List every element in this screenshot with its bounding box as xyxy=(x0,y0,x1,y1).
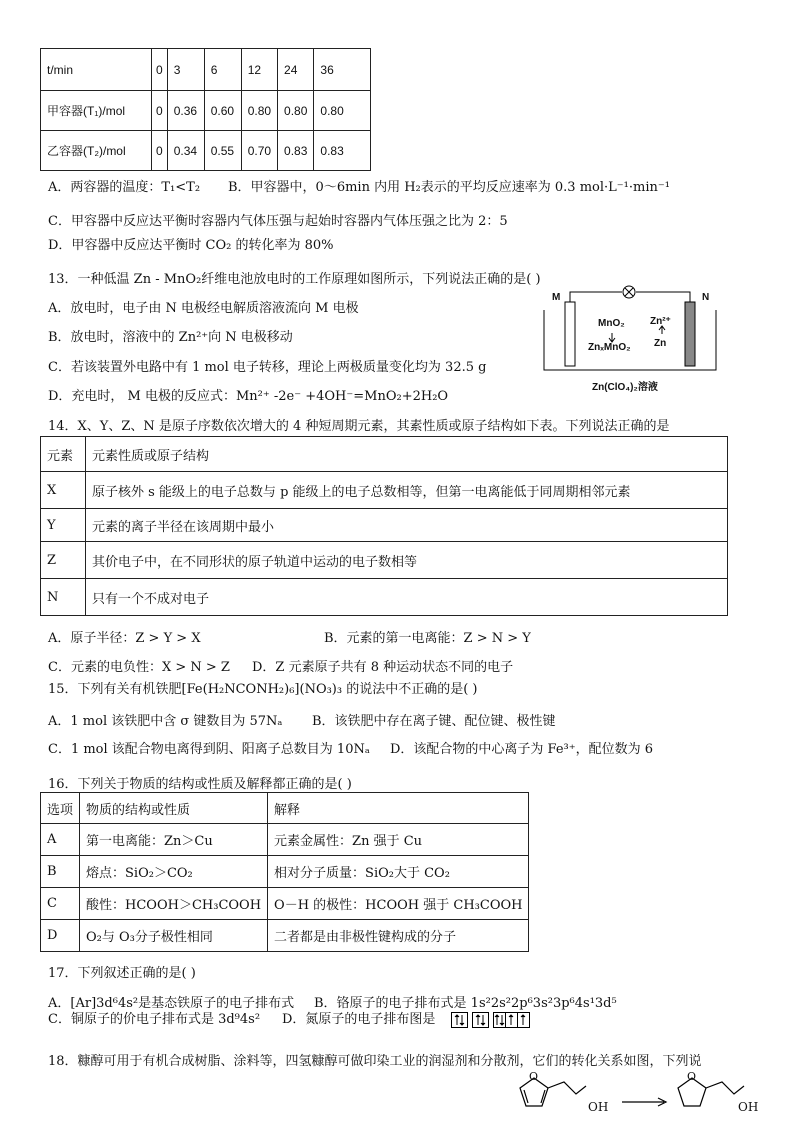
battery-diagram xyxy=(540,284,720,404)
q14-option-b: B．元素的第一电离能：Z > N > Y xyxy=(324,631,531,646)
q12-option-d: D．甲容器中反应达平衡时 CO₂ 的转化率为 80% xyxy=(48,238,334,253)
table-cell: 0.34 xyxy=(167,131,204,171)
table-cell: 0.83 xyxy=(278,131,314,171)
table-cell: 只有一个不成对电子 xyxy=(86,579,728,616)
q13-option-a: A．放电时，电子由 N 电极经电解质溶液流向 M 电极 xyxy=(48,301,359,316)
table-header-cell: 选项 xyxy=(41,793,80,824)
table-cell: 乙容器(T₂)/mol xyxy=(41,131,152,171)
table-cell: 0.70 xyxy=(241,131,277,171)
q15-stem: 15．下列有关有机铁肥[Fe(H₂NCONH₂)₆](NO₃)₃ 的说法中不正确的是( ) xyxy=(48,682,478,697)
table-header-cell: 元素性质或原子结构 xyxy=(86,437,728,472)
table-header-cell: 解释 xyxy=(268,793,529,824)
q17-option-d: D．氮原子的电子排布图是 xyxy=(282,1012,436,1027)
table-cell: D xyxy=(41,920,80,952)
q13-option-b: B．放电时，溶液中的 Zn²⁺向 N 电极移动 xyxy=(48,330,293,345)
furan-oxygen-label: O xyxy=(529,1070,539,1083)
q17-option-a: A．[Ar]3d⁶4s²是基态铁原子的电子排布式 xyxy=(48,996,295,1011)
orbital-diagram xyxy=(451,1012,531,1032)
table-cell: 熔点：SiO₂＞CO₂ xyxy=(80,856,268,888)
q13-option-d: D．充电时， M 电极的反应式：Mn²⁺ -2e⁻ +4OH⁻=MnO₂+2H₂O xyxy=(48,389,449,404)
table-cell: 相对分子质量：SiO₂大于 CO₂ xyxy=(268,856,529,888)
q15-option-a: A．1 mol 该铁肥中含 σ 键数目为 57Nₐ xyxy=(48,714,283,729)
q13-option-c: C．若该装置外电路中有 1 mol 电子转移，理论上两极质量变化均为 32.5 g xyxy=(48,360,487,375)
table-header-cell: 24 xyxy=(278,49,314,91)
table-cell: Y xyxy=(41,509,86,542)
electrode-n xyxy=(685,302,695,366)
tetrahydrofurfuryl-alcohol-structure xyxy=(672,1070,772,1122)
q14-stem: 14．X、Y、Z、N 是原子序数依次增大的 4 种短周期元素，其素性质或原子结构如下表。下列说法正确的是 xyxy=(48,419,670,434)
table-header-cell: 12 xyxy=(241,49,277,91)
table-cell: 0.36 xyxy=(167,91,204,131)
label-n: N xyxy=(702,292,710,303)
q17-option-c: C．铜原子的价电子排布式是 3d⁹4s² xyxy=(48,1012,261,1027)
q17-option-b: B．铬原子的电子排布式是 1s²2s²2p⁶3s²3p⁶4s¹3d⁵ xyxy=(314,996,617,1011)
table-cell: 原子核外 s 能级上的电子总数与 p 能级上的电子总数相等，但第一电离能低于同周期相邻元素 xyxy=(86,472,728,509)
label-m: M xyxy=(552,292,561,303)
q15-option-b: B．该铁肥中存在离子键、配位键、极性键 xyxy=(312,714,556,729)
table-header-cell: t/min xyxy=(41,49,152,91)
orbital-boxes-svg xyxy=(451,1012,531,1028)
table-cell: 酸性：HCOOH＞CH₃COOH xyxy=(80,888,268,920)
table-header-cell: 0 xyxy=(152,49,168,91)
table-cell: 0.60 xyxy=(204,91,241,131)
table-cell: O－H 的极性：HCOOH 强于 CH₃COOH xyxy=(268,888,529,920)
q18-stem: 18．糠醇可用于有机合成树脂、涂料等，四氢糠醇可做印染工业的润湿剂和分散剂，它们的转化关系如图，下列说 xyxy=(48,1054,702,1069)
q17-stem: 17．下列叙述正确的是( ) xyxy=(48,966,196,981)
electrode-m xyxy=(565,302,575,366)
table-header-cell: 物质的结构或性质 xyxy=(80,793,268,824)
table-cell: 0 xyxy=(152,91,168,131)
label-znxmno2: ZnₓMnO₂ xyxy=(588,342,631,353)
table-cell: B xyxy=(41,856,80,888)
table-cell: 0 xyxy=(152,131,168,171)
label-zn2plus: Zn²⁺ xyxy=(650,316,671,327)
table-cell: 其价电子中，在不同形状的原子轨道中运动的电子数相等 xyxy=(86,542,728,579)
reaction-arrow xyxy=(622,1096,668,1111)
data-table-1 xyxy=(40,48,371,171)
q13-stem: 13．一种低温 Zn - MnO₂纤维电池放电时的工作原理如图所示，下列说法正确的是( ) xyxy=(48,272,541,287)
table-header-cell: 元素 xyxy=(41,437,86,472)
label-zn: Zn xyxy=(654,338,667,349)
q12-option-b: B．甲容器中，0～6min 内用 H₂表示的平均反应速率为 0.3 mol·L⁻¹·min⁻¹ xyxy=(228,180,670,195)
furfuryl-alcohol-structure xyxy=(514,1070,614,1122)
oh-label-1: OH xyxy=(588,1100,609,1114)
table-cell: 0.55 xyxy=(204,131,241,171)
table-header-cell: 3 xyxy=(167,49,204,91)
q16-table xyxy=(40,792,529,952)
q12-option-c: C．甲容器中反应达平衡时容器内气体压强与起始时容器内气体压强之比为 2：5 xyxy=(48,214,508,229)
table-cell: A xyxy=(41,824,80,856)
q14-option-c: C．元素的电负性：X > N > Z xyxy=(48,660,230,675)
q14-option-a: A．原子半径：Z > Y > X xyxy=(48,631,201,646)
table-cell: 0.80 xyxy=(278,91,314,131)
q14-table xyxy=(40,436,728,616)
table-cell: 第一电离能：Zn＞Cu xyxy=(80,824,268,856)
thf-oxygen-label: O xyxy=(687,1070,697,1083)
table-cell: O₂与 O₃分子极性相同 xyxy=(80,920,268,952)
orbital-box-2s xyxy=(473,1013,489,1028)
table-cell: 二者都是由非极性键构成的分子 xyxy=(268,920,529,952)
orbital-box-1s xyxy=(452,1013,468,1028)
table-cell: Z xyxy=(41,542,86,579)
table-cell: 元素金属性：Zn 强于 Cu xyxy=(268,824,529,856)
table-cell: 0.83 xyxy=(314,131,371,171)
table-header-cell: 36 xyxy=(314,49,371,91)
table-cell: X xyxy=(41,472,86,509)
q15-option-d: D．该配合物的中心离子为 Fe³⁺，配位数为 6 xyxy=(390,742,654,757)
reaction-arrow-icon xyxy=(622,1097,668,1107)
table-cell: C xyxy=(41,888,80,920)
table-cell: 甲容器(T₁)/mol xyxy=(41,91,152,131)
table-cell: 元素的离子半径在该周期中最小 xyxy=(86,509,728,542)
table-cell: 0.80 xyxy=(241,91,277,131)
table-cell: N xyxy=(41,579,86,616)
q14-option-d: D．Z 元素原子共有 8 种运动状态不同的电子 xyxy=(252,660,514,675)
q16-stem: 16．下列关于物质的结构或性质及解释都正确的是( ) xyxy=(48,777,352,792)
table-header-cell: 6 xyxy=(204,49,241,91)
q12-option-a: A．两容器的温度：T₁<T₂ xyxy=(48,180,201,195)
label-mno2: MnO₂ xyxy=(598,318,625,329)
oh-label-2: OH xyxy=(738,1100,759,1114)
spin-arrows-icon xyxy=(455,1015,525,1025)
table-cell: 0.80 xyxy=(314,91,371,131)
label-solution: Zn(ClO₄)₂溶液 xyxy=(592,382,658,393)
q15-option-c: C．1 mol 该配合物电离得到阴、阳离子总数目为 10Nₐ xyxy=(48,742,370,757)
